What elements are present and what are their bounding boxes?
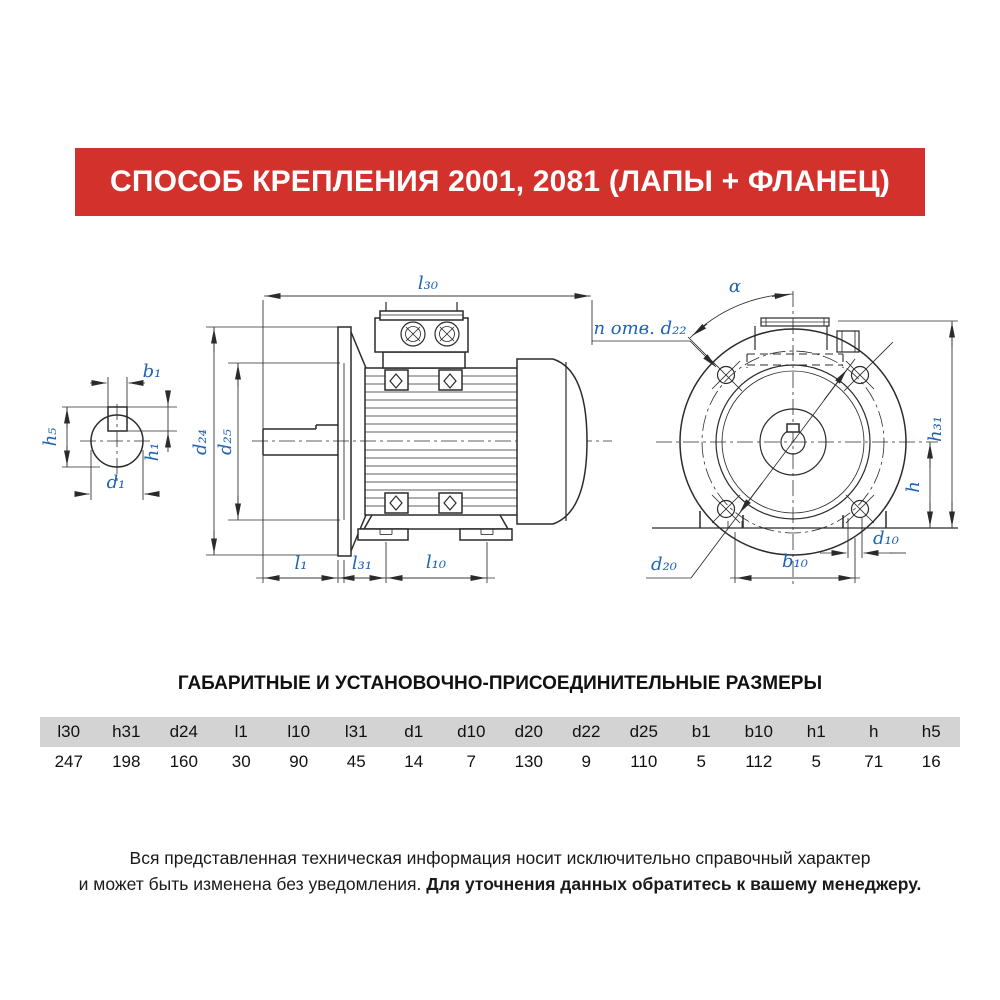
table-value-cell: 71: [864, 752, 884, 771]
disclaimer-line2: и может быть изменена без уведомления. Для уточнения данных обратитесь к вашему менеджеру.: [78, 874, 922, 894]
dim-label-alpha: α: [728, 276, 742, 297]
banner-title: СПОСОБ КРЕПЛЕНИЯ 2001, 2081 (ЛАПЫ + ФЛАНЕЦ): [109, 165, 891, 198]
dim-label-d1: d₁: [106, 472, 126, 493]
table-header-cell: h: [845, 717, 903, 747]
dim-label-d20: d₂₀: [651, 554, 677, 575]
table-value-cell: 130: [514, 752, 543, 771]
dim-label-b1: b₁: [142, 361, 162, 382]
dim-label-l10: l₁₀: [425, 552, 447, 573]
table-value-cell: 5: [696, 752, 706, 771]
table-value-cell: 198: [112, 752, 141, 771]
disclaimer: [0, 845, 1000, 897]
table-value-cell: 14: [404, 752, 424, 771]
table-value-cell: 112: [745, 752, 773, 771]
table-header-cell: d10: [443, 717, 501, 747]
dim-label-b10: b₁₀: [782, 551, 808, 572]
dim-label-h31: h₃₁: [925, 415, 946, 443]
table-header-cell: b10: [730, 717, 788, 747]
dim-label-n-otv-d22: n отв. d₂₂: [593, 318, 687, 339]
table-value-cell: 7: [466, 752, 476, 771]
dim-label-d24: d₂₄: [190, 429, 211, 455]
dim-label-l30: l₃₀: [417, 273, 439, 294]
dim-label-h5: h₅: [40, 427, 61, 447]
table-header-cell: h31: [98, 717, 156, 747]
table-header-cell: l30: [40, 717, 98, 747]
table-header-cell: h5: [903, 717, 961, 747]
motor-technical-drawing: [0, 255, 1000, 645]
table-value-cell: 110: [630, 752, 658, 771]
motor-side-view: [190, 273, 716, 583]
table-header-cell: d24: [155, 717, 213, 747]
table-header-cell: l31: [328, 717, 386, 747]
title-banner: [75, 148, 925, 216]
dimensions-table: [40, 717, 960, 777]
table-header-row: [40, 717, 960, 747]
shaft-section-view: [40, 361, 177, 500]
dim-label-l31: l₃₁: [351, 553, 373, 574]
table-header-cell: b1: [673, 717, 731, 747]
table-value-cell: 16: [921, 752, 941, 771]
table-value-cell: 247: [54, 752, 83, 771]
flange-front-view: [646, 276, 958, 588]
table-value-cell: 9: [581, 752, 591, 771]
dim-label-d10: d₁₀: [873, 528, 899, 549]
dim-label-l1: l₁: [294, 553, 308, 574]
dim-label-d25: d₂₅: [215, 429, 236, 455]
table-header-cell: d25: [615, 717, 673, 747]
table-value-cell: 45: [346, 752, 366, 771]
table-value-cell: 160: [169, 752, 198, 771]
dim-label-h1: h₁: [142, 442, 163, 462]
disclaimer-line1: Вся представленная техническая информация носит исключительно справочный характер: [129, 848, 871, 868]
table-header-cell: d20: [500, 717, 558, 747]
table-header-cell: l10: [270, 717, 328, 747]
table-value-cell: 5: [811, 752, 821, 771]
disclaimer-bold: Для уточнения данных обратитесь к вашему менеджеру.: [426, 874, 922, 894]
table-header-cell: l1: [213, 717, 271, 747]
table-header-cell: h1: [788, 717, 846, 747]
table-title: ГАБАРИТНЫЕ И УСТАНОВОЧНО-ПРИСОЕДИНИТЕЛЬНЫЕ РАЗМЕРЫ: [177, 673, 823, 694]
table-value-cell: 30: [231, 752, 251, 771]
dim-label-h: h: [903, 481, 924, 493]
table-value-cell: 90: [289, 752, 309, 771]
table-value-row: [40, 747, 960, 777]
table-header-cell: d1: [385, 717, 443, 747]
table-header-cell: d22: [558, 717, 616, 747]
